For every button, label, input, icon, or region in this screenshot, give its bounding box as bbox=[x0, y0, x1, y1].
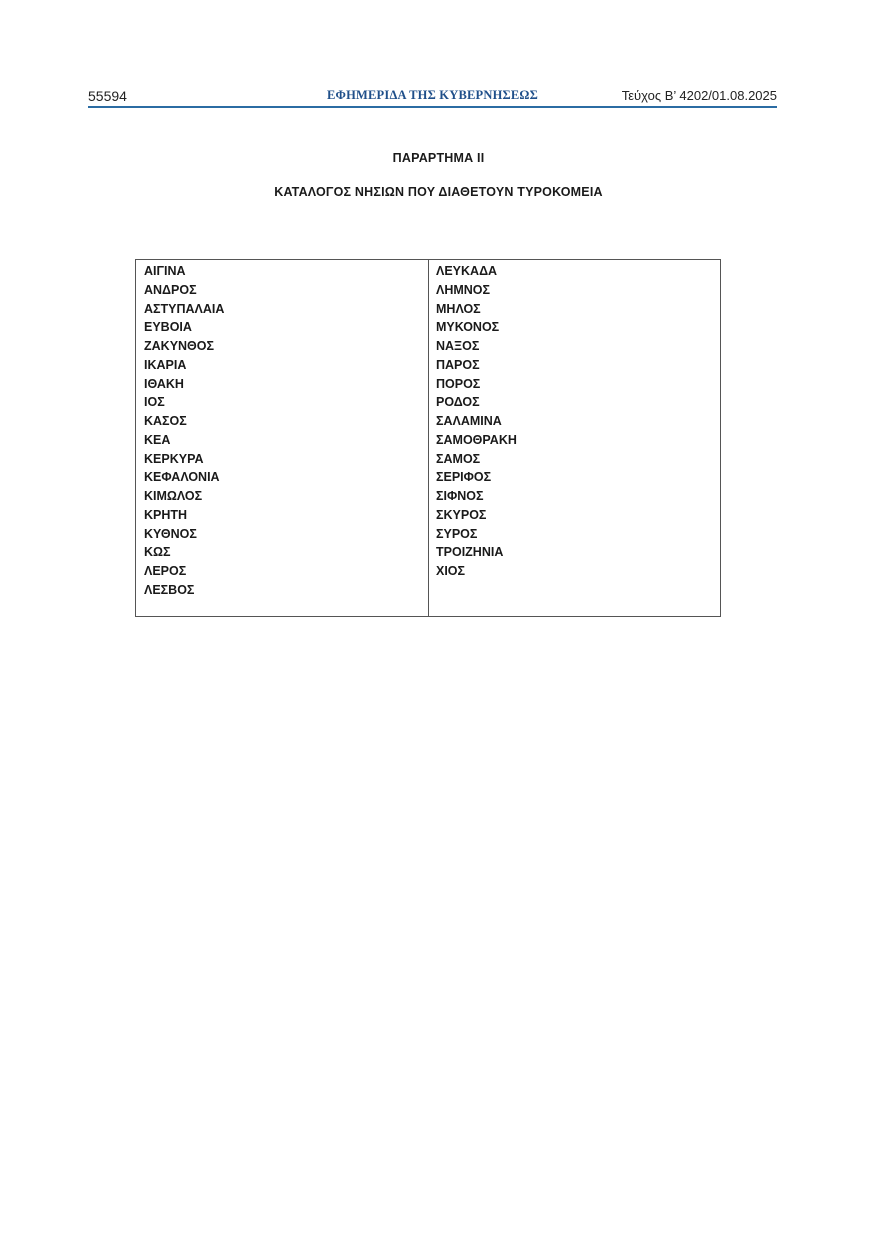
island-item: ΚΕΡΚΥΡΑ bbox=[144, 451, 204, 466]
islands-list-left bbox=[144, 262, 428, 600]
island-item: ΚΑΣΟΣ bbox=[144, 414, 187, 428]
island-item: ΙΘΑΚΗ bbox=[144, 376, 184, 391]
island-item: ΡΟΔΟΣ bbox=[436, 395, 480, 410]
islands-table bbox=[135, 259, 721, 617]
island-item: ΚΕΦΑΛΟΝΙΑ bbox=[144, 470, 220, 485]
island-item: ΛΗΜΝΟΣ bbox=[436, 282, 491, 297]
island-item: ΚΕΑ bbox=[144, 432, 171, 447]
island-item: ΜΗΛΟΣ bbox=[436, 301, 481, 316]
island-item: ΑΙΓΙΝΑ bbox=[144, 264, 186, 278]
island-item: ΝΑΞΟΣ bbox=[436, 339, 480, 353]
annex-subtitle: ΚΑΤΑΛΟΓΟΣ ΝΗΣΙΩΝ ΠΟΥ ΔΙΑΘΕΤΟΥΝ ΤΥΡΟΚΟΜΕΙΑ bbox=[274, 185, 603, 199]
island-item: ΑΣΤΥΠΑΛΑΙΑ bbox=[144, 301, 225, 316]
island-item: ΚΙΜΩΛΟΣ bbox=[144, 489, 203, 503]
island-item: ΛΕΡΟΣ bbox=[144, 564, 187, 578]
annex-title: ΠΑΡΑΡΤΗΜΑ ΙΙ bbox=[392, 151, 485, 165]
island-item: ΣΚΥΡΟΣ bbox=[436, 507, 487, 522]
islands-column-right bbox=[429, 260, 720, 616]
island-item: ΑΝΔΡΟΣ bbox=[144, 282, 197, 297]
island-item: ΣΙΦΝΟΣ bbox=[436, 489, 484, 503]
issue-reference: Τεύχος Β’ 4202/01.08.2025 bbox=[621, 88, 777, 103]
island-item: ΕΥΒΟΙΑ bbox=[144, 320, 192, 335]
island-item: ΛΕΥΚΑΔΑ bbox=[436, 264, 498, 278]
islands-list-right bbox=[436, 262, 720, 581]
island-item: ΣΥΡΟΣ bbox=[436, 526, 478, 541]
island-item: ΖΑΚΥΝΘΟΣ bbox=[144, 339, 215, 353]
island-item: ΧΙΟΣ bbox=[436, 564, 466, 578]
island-item: ΜΥΚΟΝΟΣ bbox=[436, 320, 500, 335]
island-item: ΣΕΡΙΦΟΣ bbox=[436, 470, 492, 485]
island-item: ΛΕΣΒΟΣ bbox=[144, 582, 195, 597]
page-header bbox=[88, 86, 777, 108]
islands-column-left bbox=[136, 260, 429, 616]
island-item: ΚΩΣ bbox=[144, 545, 171, 560]
island-item: ΤΡΟΙΖΗΝΙΑ bbox=[436, 545, 504, 560]
island-item: ΚΡΗΤΗ bbox=[144, 507, 188, 522]
island-item: ΣΑΛΑΜΙΝΑ bbox=[436, 414, 502, 428]
island-item: ΚΥΘΝΟΣ bbox=[144, 526, 197, 541]
gazette-title: ΕΦΗΜΕΡΙΔΑ ΤΗΣ ΚΥΒΕΡΝΗΣΕΩΣ bbox=[327, 88, 538, 102]
island-item: ΣΑΜΟΣ bbox=[436, 451, 481, 466]
island-item: ΠΟΡΟΣ bbox=[436, 376, 481, 391]
island-item: ΠΑΡΟΣ bbox=[436, 357, 480, 372]
island-item: ΣΑΜΟΘΡΑΚΗ bbox=[436, 432, 517, 447]
page-number: 55594 bbox=[88, 88, 127, 104]
island-item: ΙΚΑΡΙΑ bbox=[144, 357, 187, 372]
island-item: ΙΟΣ bbox=[144, 395, 165, 410]
